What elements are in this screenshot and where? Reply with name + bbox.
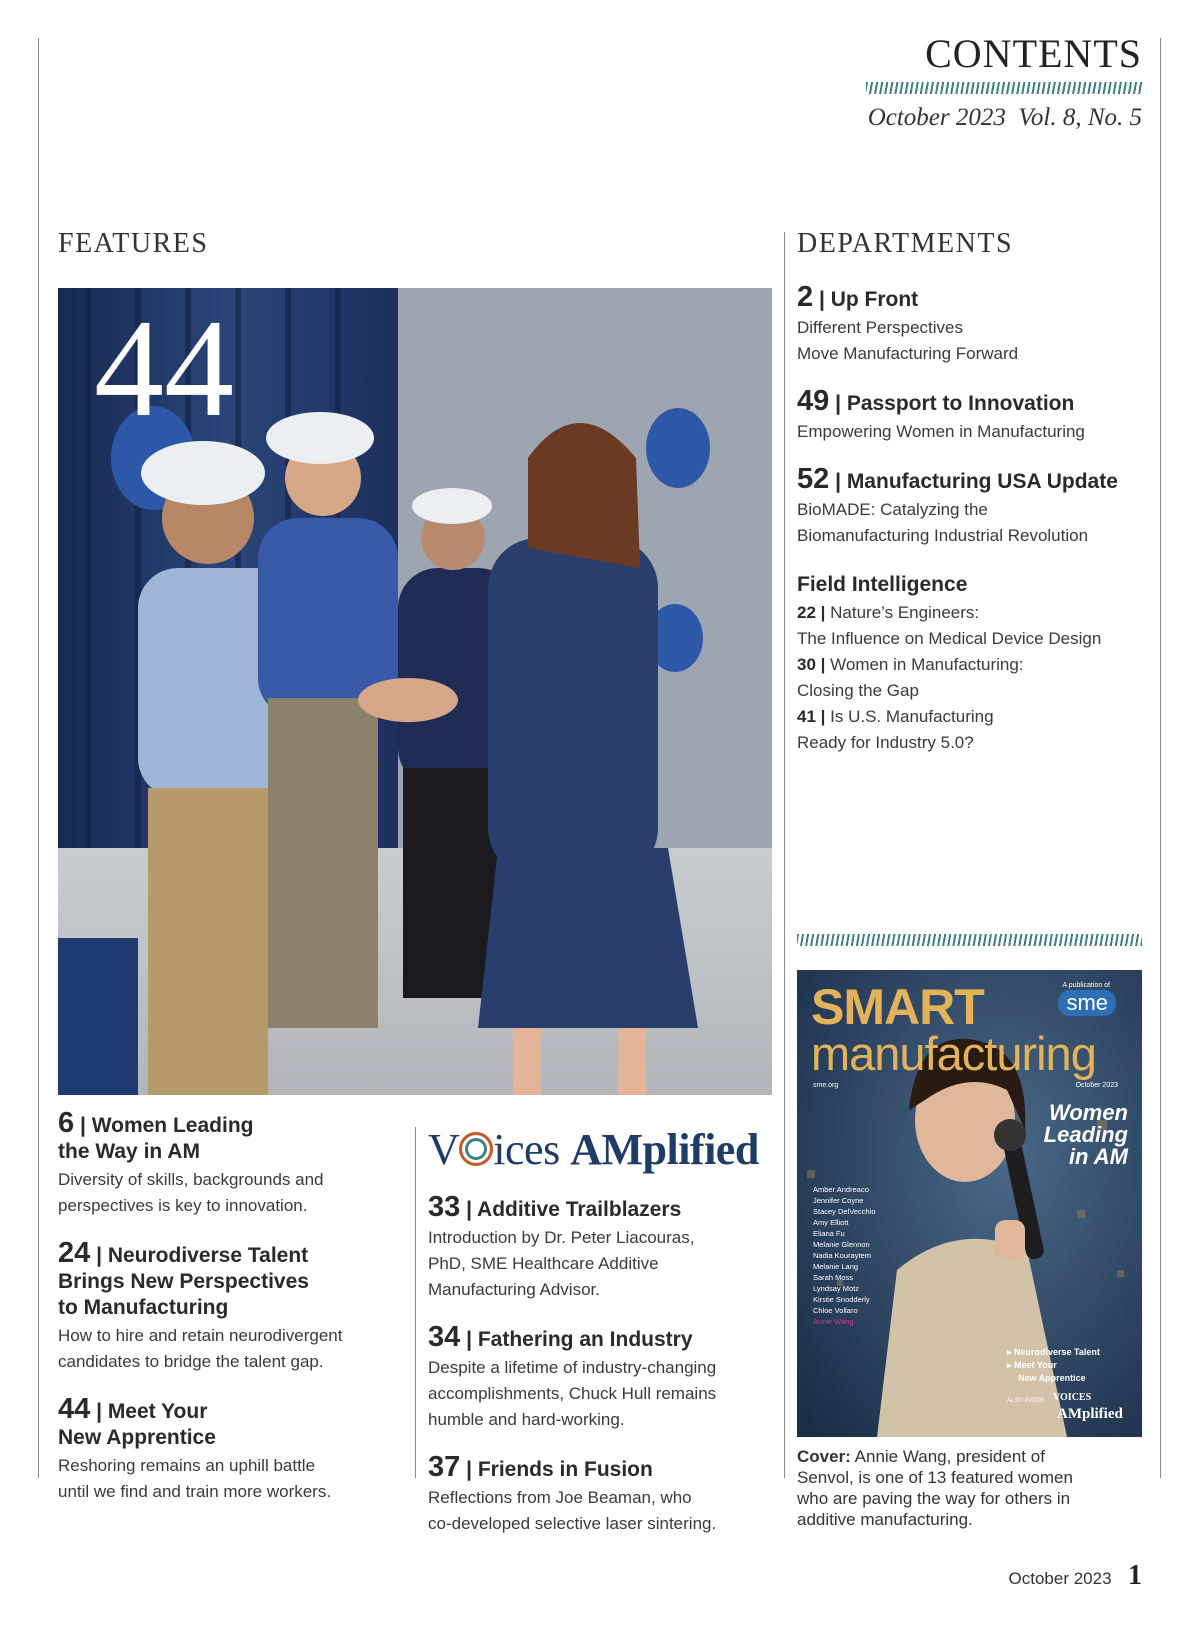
cover-manufacturing: manufacturing bbox=[811, 1027, 1096, 1080]
department-desc-line1: BioMADE: Catalyzing the bbox=[797, 500, 988, 519]
field-item-number: 30 bbox=[797, 655, 816, 674]
feature-title-line2: Brings New Perspectives bbox=[58, 1270, 309, 1293]
cover-hatch bbox=[797, 934, 1142, 946]
cover-name: Jennifer Coyne bbox=[813, 1196, 864, 1205]
voices-logo-am: AMplified bbox=[570, 1125, 759, 1174]
voices-desc-line2: co-developed selective laser sintering. bbox=[428, 1514, 717, 1533]
voices-entry-37[interactable]: 37 | Friends in Fusion Reflections from Joe Beaman, who co-developed selective laser sintering. bbox=[428, 1454, 778, 1537]
department-entry-2[interactable]: 2 | Up Front Different Perspectives Move Manufacturing Forward bbox=[797, 284, 1147, 367]
department-desc-line2: Biomanufacturing Industrial Revolution bbox=[797, 526, 1089, 545]
department-desc-line1: Empowering Women in Manufacturing bbox=[797, 422, 1085, 441]
voices-number: 34 bbox=[428, 1321, 461, 1353]
feature-number: 6 bbox=[58, 1107, 75, 1139]
voices-title: Fathering an Industry bbox=[477, 1328, 693, 1351]
cover-teasers bbox=[1007, 1346, 1100, 1385]
field-item-line2: Closing the Gap bbox=[797, 681, 919, 700]
cover-site: sme.org bbox=[813, 1082, 839, 1089]
cover-also-inside: ALSO INSIDE bbox=[1007, 1398, 1045, 1404]
voices-desc-line2: accomplishments, Chuck Hull remains bbox=[428, 1384, 717, 1403]
cover-caption-label: Cover: bbox=[797, 1447, 851, 1466]
voices-desc-line3: humble and hard-working. bbox=[428, 1410, 625, 1429]
cover-headline-line1: Women bbox=[1048, 1100, 1128, 1125]
voices-divider bbox=[415, 1127, 416, 1478]
department-entry-52[interactable]: 52 | Manufacturing USA Update BioMADE: Catalyzing the Biomanufacturing Industrial Revolution bbox=[797, 466, 1157, 549]
features-heading: FEATURES bbox=[58, 228, 209, 259]
field-item-line1: Nature’s Engineers: bbox=[830, 603, 980, 622]
teaser-arrow-icon: ▸ bbox=[1007, 1360, 1015, 1370]
department-desc-line1: Different Perspectives bbox=[797, 318, 963, 337]
cover-name: Melanie Lang bbox=[813, 1262, 859, 1271]
voices-title: Additive Trailblazers bbox=[477, 1198, 682, 1221]
cover-sme-tag: A publication of bbox=[1062, 982, 1110, 989]
feature-title: Neurodiverse Talent bbox=[107, 1244, 309, 1267]
cover-teaser: Meet Your bbox=[1014, 1360, 1057, 1370]
departments-heading: DEPARTMENTS bbox=[797, 228, 1014, 259]
voices-amplified-logo bbox=[428, 1124, 759, 1175]
cover-name: Chloe Vollaro bbox=[813, 1306, 858, 1315]
voices-desc-line3: Manufacturing Advisor. bbox=[428, 1280, 600, 1299]
cover-teaser: New Apprentice bbox=[1018, 1373, 1086, 1383]
cover-name: Stacey DelVecchio bbox=[813, 1207, 876, 1216]
field-item-line2: The Influence on Medical Device Design bbox=[797, 629, 1102, 648]
feature-desc-line2: candidates to bridge the talent gap. bbox=[58, 1352, 324, 1371]
department-number: 49 bbox=[797, 385, 830, 417]
field-item-number: 41 bbox=[797, 707, 816, 726]
footer bbox=[1009, 1560, 1142, 1592]
cover-name: Lyndsay Motz bbox=[813, 1284, 859, 1293]
feature-title-line3: to Manufacturing bbox=[58, 1296, 229, 1319]
cover-headline bbox=[1044, 1102, 1128, 1168]
cover-smart: SMART bbox=[811, 979, 984, 1035]
feature-title: Meet Your bbox=[107, 1400, 208, 1423]
cover-amplified: AMplified bbox=[1057, 1406, 1123, 1422]
cover-sme-logo: sme bbox=[1058, 990, 1116, 1016]
field-item-line1: Women in Manufacturing: bbox=[830, 655, 1024, 674]
cover-caption-line1: Annie Wang, president of bbox=[854, 1447, 1045, 1466]
feature-entry-6[interactable]: 6 | Women Leading the Way in AM Diversity of skills, backgrounds and perspectives is key to innovation. bbox=[58, 1110, 398, 1219]
page-number: 1 bbox=[1128, 1560, 1142, 1591]
feature-photo-number: 44 bbox=[94, 291, 234, 446]
voices-desc-line1: Despite a lifetime of industry-changing bbox=[428, 1358, 717, 1377]
cover-voices: VOICES bbox=[1053, 1392, 1092, 1403]
feature-entry-24[interactable]: 24 | Neurodiverse Talent Brings New Perspectives to Manufacturing How to hire and retain neurodivergent candidates to bridge the talent gap. bbox=[58, 1240, 398, 1375]
voices-number: 33 bbox=[428, 1191, 461, 1223]
issue-line bbox=[868, 104, 1142, 132]
feature-number: 44 bbox=[58, 1393, 91, 1425]
feature-photo bbox=[58, 288, 772, 1095]
voices-title: Friends in Fusion bbox=[477, 1458, 653, 1481]
field-item-line1: Is U.S. Manufacturing bbox=[830, 707, 994, 726]
cover-issue: October 2023 bbox=[1075, 1082, 1118, 1089]
field-intelligence-title: Field Intelligence bbox=[797, 573, 968, 596]
feature-title-line2: the Way in AM bbox=[58, 1140, 200, 1163]
field-item-22[interactable]: 22 | Nature’s Engineers: The Influence on Medical Device Design bbox=[797, 600, 1157, 652]
feature-desc-line1: Diversity of skills, backgrounds and bbox=[58, 1170, 324, 1189]
voices-entry-33[interactable]: 33 | Additive Trailblazers Introduction by Dr. Peter Liacouras, PhD, SME Healthcare Additive Manufacturing Advisor. bbox=[428, 1194, 778, 1303]
cover-headline-line2: Leading bbox=[1043, 1122, 1128, 1147]
voices-entry-34[interactable]: 34 | Fathering an Industry Despite a lifetime of industry-changing accomplishments, Chuck Hull remains humble and hard-working. bbox=[428, 1324, 778, 1433]
cover-name: Eliana Fu bbox=[813, 1229, 845, 1238]
issue-date: October 2023 bbox=[867, 104, 1006, 131]
feature-desc-line2: perspectives is key to innovation. bbox=[58, 1196, 308, 1215]
issue-volume: Vol. 8, No. 5 bbox=[1018, 104, 1142, 131]
voices-o-icon bbox=[459, 1132, 493, 1166]
cover-name: Amber Andreaco bbox=[813, 1185, 869, 1194]
department-title: Manufacturing USA Update bbox=[846, 470, 1118, 493]
teaser-arrow-icon: ▸ bbox=[1007, 1347, 1015, 1357]
departments-divider bbox=[784, 232, 785, 1478]
feature-desc-line1: Reshoring remains an uphill battle bbox=[58, 1456, 316, 1475]
field-item-line2: Ready for Industry 5.0? bbox=[797, 733, 974, 752]
department-title: Passport to Innovation bbox=[846, 392, 1075, 415]
cover-caption-line3: who are paving the way for others in bbox=[797, 1489, 1071, 1508]
cover-headline-line3: in AM bbox=[1068, 1144, 1128, 1169]
department-entry-49[interactable]: 49 | Passport to Innovation Empowering Women in Manufacturing bbox=[797, 388, 1147, 445]
cover-name: Nadia Kouraytem bbox=[813, 1251, 871, 1260]
cover-name: Melanie Glennon bbox=[813, 1240, 870, 1249]
voices-logo-v: V bbox=[428, 1125, 460, 1174]
cover-caption-line2: Senvol, is one of 13 featured women bbox=[797, 1468, 1073, 1487]
cover-name: Amy Elliott bbox=[813, 1218, 849, 1227]
page-title: CONTENTS bbox=[925, 31, 1142, 76]
cover-names bbox=[813, 1184, 876, 1327]
magazine-cover[interactable] bbox=[797, 970, 1142, 1437]
feature-title-line2: New Apprentice bbox=[58, 1426, 216, 1449]
cover-name: Kirstie Snodderly bbox=[813, 1295, 870, 1304]
left-rule bbox=[38, 38, 39, 1478]
feature-desc-line2: until we find and train more workers. bbox=[58, 1482, 332, 1501]
voices-desc-line2: PhD, SME Healthcare Additive bbox=[428, 1254, 659, 1273]
field-item-30[interactable]: 30 | Women in Manufacturing: Closing the Gap bbox=[797, 652, 1157, 704]
header-hatch bbox=[866, 82, 1142, 94]
cover-teaser: Neurodiverse Talent bbox=[1014, 1347, 1100, 1357]
right-rule bbox=[1160, 38, 1161, 1478]
cover-name: Annie Wang bbox=[813, 1317, 854, 1326]
footer-date: October 2023 bbox=[1008, 1569, 1112, 1588]
feature-entry-44[interactable]: 44 | Meet Your New Apprentice Reshoring remains an uphill battle until we find and train more workers. bbox=[58, 1396, 398, 1505]
voices-desc-line1: Introduction by Dr. Peter Liacouras, bbox=[428, 1228, 695, 1247]
department-desc-line2: Move Manufacturing Forward bbox=[797, 344, 1019, 363]
department-number: 52 bbox=[797, 463, 830, 495]
field-item-number: 22 bbox=[797, 603, 816, 622]
voices-desc-line1: Reflections from Joe Beaman, who bbox=[428, 1488, 692, 1507]
cover-caption bbox=[797, 1446, 1147, 1530]
department-number: 2 bbox=[797, 281, 814, 313]
field-intelligence bbox=[797, 572, 1157, 756]
cover-caption-line4: additive manufacturing. bbox=[797, 1510, 973, 1529]
feature-number: 24 bbox=[58, 1237, 91, 1269]
voices-number: 37 bbox=[428, 1451, 461, 1483]
department-title: Up Front bbox=[830, 288, 919, 311]
field-item-41[interactable]: 41 | Is U.S. Manufacturing Ready for Industry 5.0? bbox=[797, 704, 1157, 756]
feature-desc-line1: How to hire and retain neurodivergent bbox=[58, 1326, 343, 1345]
cover-name: Sarah Moss bbox=[813, 1273, 854, 1282]
voices-logo-rest: ices bbox=[493, 1125, 560, 1174]
feature-title: Women Leading bbox=[91, 1114, 254, 1137]
